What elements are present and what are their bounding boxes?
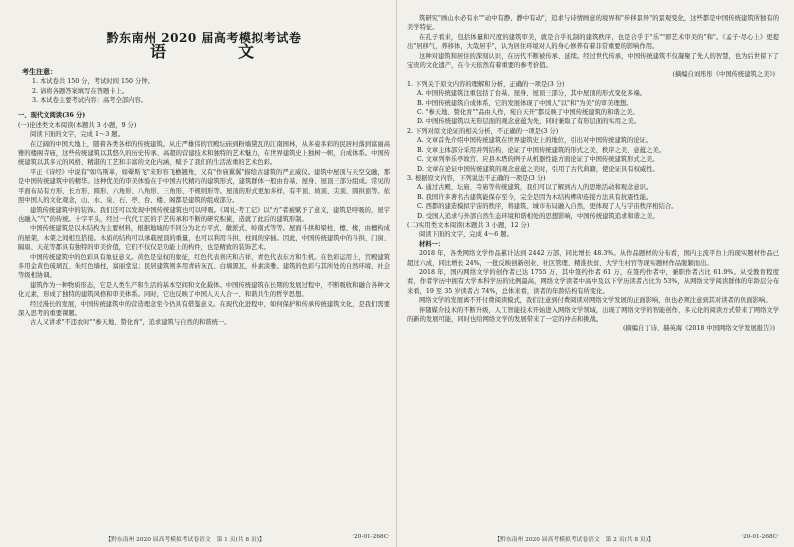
right-page [407,14,779,334]
source-citation: (摘编自丁诗、赫英海《2018 中国网络文学发展报告》) [622,325,775,333]
passage-paragraph: 在辽阔的中国大地上，随着各类各样的传统建筑。从庄严雄伟的官殿坛庙到粉墙黛瓦的江南园林，从多姿多彩的民居村落到富丽高雅的楼阁寺庙，这些传统建筑以其悠久的历史传承、高超的营建技术和独特的艺术魅力，在世界建筑史上独树一帜，自成体系。中国传统建筑以其多元的风格、精湛的工艺和丰富的文化内涵，赋予了我们的生活浓重的艺术色彩。 [18,140,390,167]
answer-option: A. 文章首先介绍中国传统建筑在世界建筑史上的地位，引出对中国传统建筑的论证。 [417,137,653,145]
passage-paragraph: 2018 年，国内网络文学的创作者已达 1755 万，其中签约作者 61 万，在签约作者中，兼职作者占比 61.9%。从受教育程度看，作者学历中拥有大学本科学历的比例最高，网络文学读者中高中及以下学历读者占比为 53%，从网络文学阅读群体的年龄层分布来看，19 至 35 岁读者占 74%，总体来看，读者的年龄结构有所变化。 [407,268,779,295]
passage-paragraph: 平正《诗经》中说有"如鸟斯革，如翚斯飞"来形容飞檐翘角，又有"作庙翼翼"描绘古建筑的严正威仪。建筑中屋顶与天空交融，那是中国传统建筑中的精华。这种优美的审美体验在于中国古代精巧的建筑形式，建筑群体一般由台基、屋身、屋顶三部分组成。常见的平面布局有方形、长方形、圆形、六角形、八角形、三角形、不规则形等。屋顶的形式更加多样，有平顶、坡顶、尖顶、圆拱顶等。依照中国人的文化观念，山、水、泉、石、亭、台、楼、阁都是建筑的组成部分。 [18,168,390,205]
page-footer-left [18,534,390,543]
exam-title: 黔东南州 2020 届高考模拟考试卷 [106,31,302,45]
answer-option: C. 文章列举乐亭故宫、应县木塔的例子从机器性能方面论证了中国传统建筑形式之美。 [417,156,659,164]
answer-option: B. 我国许多著名古建筑能保存至今，完全是因为木结构榫卯连接方法具有抗震性能。 [417,193,653,201]
answer-option: A. 中国传统建筑注重包括了台基、屋身、屋顶三部分，其中屋顶的形式变化多端。 [417,90,646,98]
footer-page-label: 【黔东南州 2020 届高考模拟考试卷语文 第 1 页(共 8 页)】 [105,537,265,543]
notice-title: 考生注意： [22,66,57,76]
page-footer-right [407,534,779,543]
passage-paragraph: 筑研究"画山水必有水""动中有静、静中有动"，追求与诗情画意的境界和"步移景异"的景观变化，这些都是中国传统建筑所独有的美学特征。 [407,15,779,32]
answer-option: C. 西都的建造模拟宇宙的秩序，将建筑、城市布局融入自然，更体现了人与宇宙秩序相结合。 [417,203,678,211]
passage-paragraph: 伴随媒介技术的不断升级，人工智能技术开始进入网络文学领域，出现了网络文学的智能创作，多元化的阅读方式带来了网络文学的新的发展可能，同时也给网络文学的发展带来了一定的冲击和挑战。 [407,306,779,323]
question-stem: 1. 下列关于原文内容的理解和分析，正确的一项是(3 分) [407,80,565,88]
passage-paragraph: 中国传统建筑中的色彩具有象征意义。黄色是皇权的象征，红色代表喜庆和吉祥，青色代表东方和生机。在色彩运用上，宫殿建筑多用金黄色琉璃瓦、朱红色墙柱，富丽堂皇；民居建筑则多用青砖灰瓦、白墙黑瓦，朴素淡雅。建筑的色彩与其所处的自然环境、社会等级相协调。 [18,253,390,280]
question-stem: 2. 下列对原文论证的相关分析，不正确的一项是(3 分) [407,127,559,135]
section-heading: 一、现代文阅读(36 分) [18,112,86,120]
material-label: 材料一： [419,240,445,248]
subsection-heading: (一)论述类文本阅读(本题共 3 小题，9 分) [18,121,137,129]
reading-instruction: 阅读下面的文字，完成 4～6 题。 [419,231,513,239]
footer-code: ·20-01-268C· [741,534,779,540]
subsection-heading: (二)实用类文本阅读(本题共 3 小题，12 分) [407,221,530,229]
footer-page-label: 【黔东南州 2020 届高考模拟考试卷语文 第 2 页(共 8 页)】 [494,537,654,543]
passage-paragraph: 2018 年，各类网络文学作品累计达到 2442 万部，同比增长 48.3%。从作品题材的分布看，国内主流平台上的现实题材作品已超过六成，同比增长 24%，一批反映创新创业、社区管理、精准扶贫、大学生村官等现实题材作品脱颖而出。 [407,250,779,267]
passage-paragraph: 在孔子看来，包括体量和尺度的建筑审美，就是合乎礼制的建筑秩序，也是合乎于"乐""即艺术审美的"和"。《孟子·尽心上》更提出"居移气，养移体，大哉居乎"，认为居住环境对人的身心修养有着非常重要的影响作用。 [407,33,779,51]
passage-paragraph: 建筑作为一种物质形态，它是人类生产和生活的基本空间和文化载体。中国传统建筑在长期的发展过程中，不断吸收和融合各种文化元素，形成了独特的建筑风格和审美体系。同时，它也反映了中国人天人合一、和谐共生的哲学思想。 [18,281,390,299]
page-divider [396,0,397,547]
answer-option: B. 文章主体部分采用并列结构，论证了中国传统建筑的形式之美、秩序之美、意蕴之美。 [417,146,665,154]
footer-code: ·20-01-268C· [352,534,390,540]
passage-paragraph: 这种对建筑和居住的深刻认识，在历代不断被传承、延续。经过世代传承，中国传统建筑不仅凝聚了先人的智慧，也为后世留下了宝贵的文化遗产，在今天依然有着重要的参考价值。 [407,52,779,70]
left-page [18,14,390,328]
passage-paragraph: 经过漫长的发展，中国传统建筑中的营造理念至今仍具有借鉴意义。在现代化进程中，如何保护和传承传统建筑文化，是我们需要深入思考的重要课题。 [18,300,390,317]
answer-option: D. 中国传统建筑以无形层面的观念意蕴为先，同时兼取了有形层面的实用之美。 [417,118,640,126]
notice-item: 1. 本试卷共 150 分，考试时间 150 分钟。 [32,78,154,86]
source-citation: (摘编自刘彤彤《中国传统建筑之美》) [672,71,775,79]
passage-paragraph: 中国传统建筑是以木结构为主要材料，根据地域的不同分为北方平式、徽派式、岭南式等等。屋面斗拱和梁柱、檩、椽，由檩构成的屋架，木架之间相互搭接。木质的结构可以承载屋顶的重量，也可以利用斗拱、柱间的穿插。因此，中国传统建筑中的斗拱、门窗、隔扇、天花等都具有独特的审美价值，它们不仅仅是功能上的构件，也是精致的装饰艺术。 [18,225,390,252]
answer-option: B. 中国传统建筑自成体系，它的发展体现了中国人"以"和"为美"的审美理想。 [417,99,633,107]
notice-list [32,77,390,105]
reading-instruction: 阅读下面的文字，完成 1～3 题。 [30,131,124,139]
notice-item: 3. 本试卷主要考试内容：高考全部内容。 [32,97,148,105]
subject-title: 语 文 [149,42,282,62]
answer-option: A. 通过古殿、坛庙、寺庙等传统建筑，我们可以了解到古人的思维活动和观念意识。 [417,184,653,192]
passage-paragraph: 网络文学的发展离不开付费阅读模式，我们注意到付费阅读对网络文学发展的正面影响，但也必须注意到其对读者的负面影响。 [419,297,772,305]
answer-option: D. 受国人追求与外部自然生态环境和谐相处的思想影响，中国传统建筑追求和谐之美。 [417,212,659,220]
answer-option: C. "参天地、赞化育""品由人作，宛自天开"都反映了中国传统建筑的和谐之美。 [417,109,639,117]
passage-paragraph: 建筑传统建筑中的装饰。我们还可以发现中国传统建筑也可以呼吸。《周礼·考工记》以"方”者被赋予了意义，建筑是呼吸的，屋宇也融入“气”的传统。十字平头，经过一代代工匠的手艺传承和不断的研究积累，造就了此后的建筑形制。 [18,206,390,223]
question-stem: 3. 根据原文内容，下列说法不正确的一项是(3 分) [407,174,546,182]
notice-item: 2. 请将各题答案填写在答题卡上。 [32,87,129,95]
answer-option: D. 文章在论证中国传统建筑的观念意蕴之美时，引用了古代典籍，使论证具有权威性。 [417,165,659,173]
passage-paragraph: 古人又讲求"不违农时""参天地、赞化育"，追求建筑与自然的和谐统一。 [30,319,231,327]
